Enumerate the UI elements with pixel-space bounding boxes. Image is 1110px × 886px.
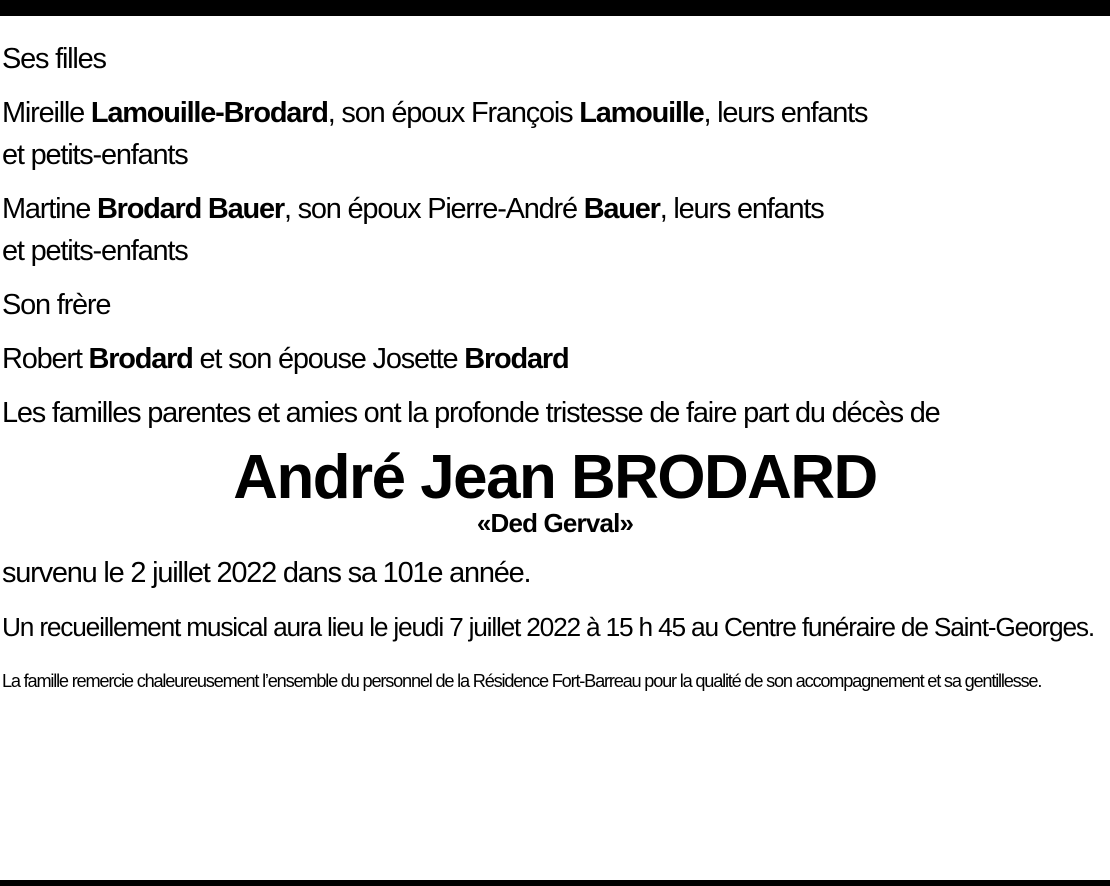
daughter-2-spouse-surname: Bauer (583, 193, 660, 225)
daughter-1-tail: , leurs enfants (703, 97, 868, 129)
brother-surname: Brodard (88, 343, 193, 375)
daughters-heading: Ses filles (2, 43, 106, 75)
thanks-text: La famille remercie chaleureusement l’ensemble du personnel de la Résidence Fort-Barreau pour la qualité de son accompagnement et sa gentillesse. (2, 671, 1042, 691)
deceased-name: André Jean BRODARD (233, 443, 877, 512)
top-rule (0, 0, 1110, 16)
bottom-rule (0, 880, 1110, 886)
daughter-2-tail: , leurs enfants (659, 193, 824, 225)
ceremony-details: Un recueillement musical aura lieu le jeudi 7 juillet 2022 à 15 h 45 au Centre funéraire de Saint-Georges. (2, 612, 1094, 642)
brother-first-name: Robert (2, 343, 82, 375)
deceased-nickname: «Ded Gerval» (476, 510, 634, 538)
daughter-1-line2: et petits-enfants (2, 139, 188, 171)
death-details: survenu le 2 juillet 2022 dans sa 101e année. (2, 557, 531, 589)
brother-spouse-surname: Brodard (464, 343, 569, 375)
daughter-2-first-name: Martine (2, 193, 91, 225)
brother-entry (2, 338, 1108, 380)
daughter-2-spouse-intro: , son époux Pierre-André (283, 193, 577, 225)
daughter-2-surname: Brodard Bauer (96, 193, 284, 225)
daughter-1-surname: Lamouille-Brodard (90, 97, 328, 129)
deceased-name-block (2, 443, 1108, 538)
daughter-1-spouse-intro: , son époux François (327, 97, 573, 129)
daughter-2-entry (2, 188, 1108, 272)
brother-heading: Son frère (2, 289, 111, 321)
brother-spouse-intro: et son épouse Josette (199, 343, 458, 375)
daughter-1-entry (2, 92, 1108, 176)
daughter-2-line2: et petits-enfants (2, 235, 188, 267)
announcement-text: Les familles parentes et amies ont la profonde tristesse de faire part du décès de (2, 397, 940, 429)
daughter-1-spouse-surname: Lamouille (579, 97, 704, 129)
daughter-1-first-name: Mireille (2, 97, 85, 129)
obituary-notice (2, 38, 1108, 714)
